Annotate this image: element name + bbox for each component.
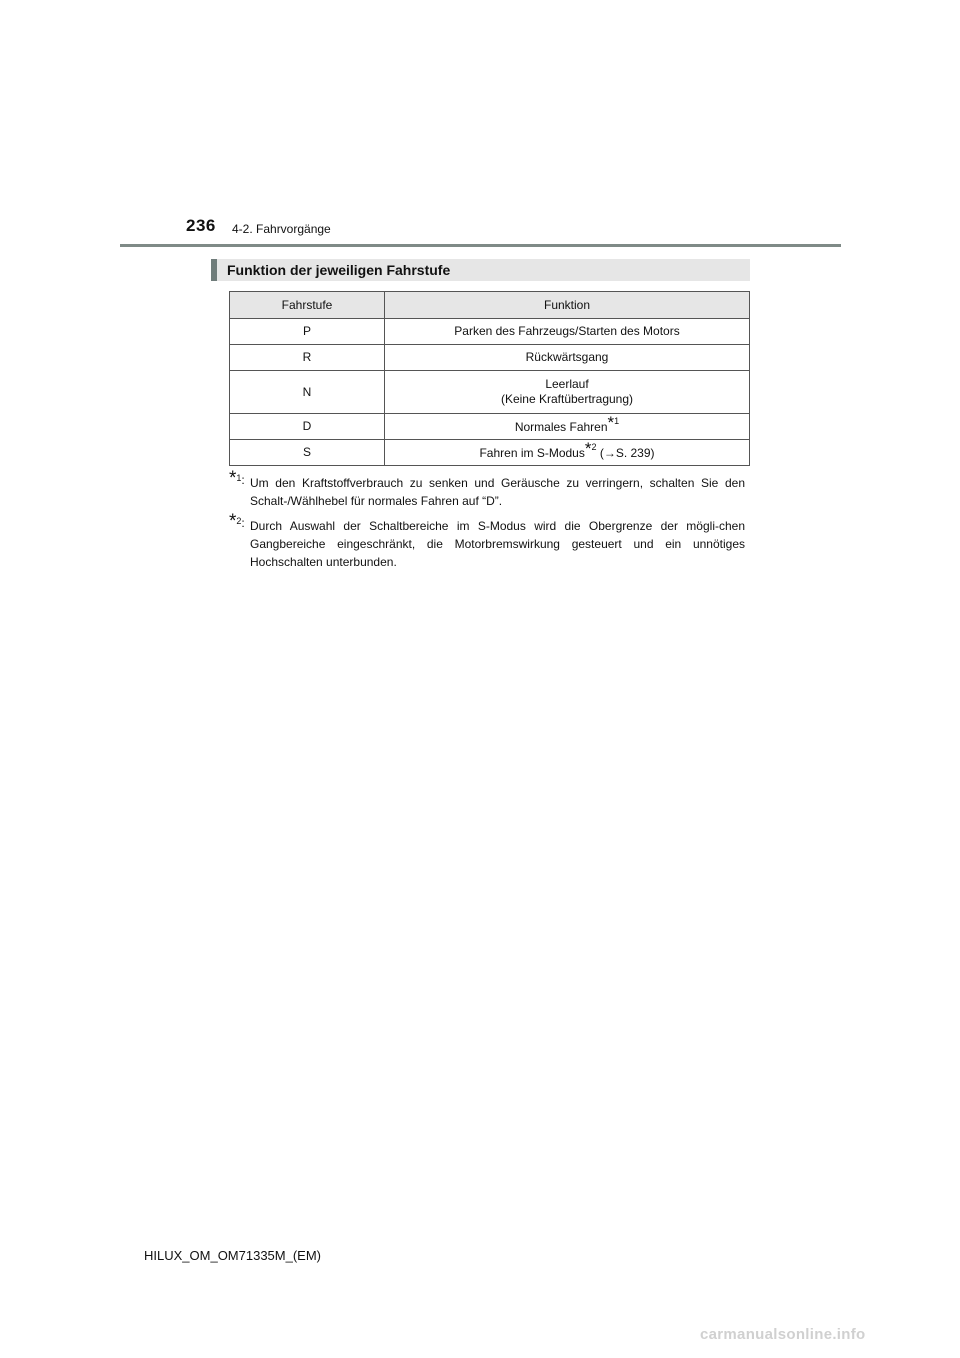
header-divider <box>120 244 841 247</box>
table-row <box>230 319 750 345</box>
table-row <box>230 440 750 466</box>
footnote-text: Durch Auswahl der Schaltbereiche im S-Modus wird die Obergrenze der mögli-chen Gangbereiche eingeschränkt, die Motorbremswirkung gesteuert und ein unnötiges Hochschalten unterbunden. <box>250 519 745 569</box>
function-cell: Rückwärtsgang <box>385 345 750 371</box>
footnote-2 <box>229 511 745 571</box>
table-row <box>230 345 750 371</box>
footnote-colon: : <box>241 473 245 487</box>
function-cell <box>385 414 750 440</box>
footnote-number: 1 <box>614 415 620 426</box>
gear-cell: R <box>230 345 385 371</box>
footnote-colon: : <box>241 516 245 530</box>
page-reference: (→S. 239) <box>596 445 655 460</box>
footnote-star: * <box>584 438 592 458</box>
function-cell <box>385 440 750 466</box>
footnote-star: * <box>229 468 237 489</box>
footnote-marker <box>229 470 245 490</box>
gear-cell: D <box>230 414 385 440</box>
function-line: (Keine Kraftübertragung) <box>500 392 634 406</box>
function-line: Leerlauf <box>545 377 589 391</box>
function-text: Fahren im S-Modus <box>479 445 585 460</box>
footnote-star: * <box>607 412 615 432</box>
table-row <box>230 414 750 440</box>
footnote-number: 2 <box>236 516 242 526</box>
footnote-star: * <box>229 511 237 532</box>
footnote-number: 1 <box>236 473 242 483</box>
gear-cell: N <box>230 371 385 414</box>
column-header-gear: Fahrstufe <box>230 292 385 319</box>
chapter-title: 4-2. Fahrvorgänge <box>232 222 331 236</box>
section-heading: Funktion der jeweiligen Fahrstufe <box>211 259 750 281</box>
function-cell <box>385 371 750 414</box>
watermark: carmanualsonline.info <box>700 1326 866 1343</box>
footnote-marker <box>229 513 245 533</box>
gear-cell: P <box>230 319 385 345</box>
table-header-row <box>230 292 750 319</box>
footnote-text: Um den Kraftstoffverbrauch zu senken und Geräusche zu verringern, schalten Sie den Schalt-/Wählhebel für normales Fahren auf “D”. <box>250 476 745 508</box>
gear-cell: S <box>230 440 385 466</box>
table-row <box>230 371 750 414</box>
footnote-1 <box>229 468 745 510</box>
document-id: HILUX_OM_OM71335M_(EM) <box>144 1248 321 1263</box>
gear-function-table <box>229 291 750 466</box>
page-number: 236 <box>186 216 216 235</box>
function-cell: Parken des Fahrzeugs/Starten des Motors <box>385 319 750 345</box>
function-text: Normales Fahren <box>514 419 608 434</box>
column-header-function: Funktion <box>385 292 750 319</box>
footnote-number: 2 <box>591 441 597 452</box>
